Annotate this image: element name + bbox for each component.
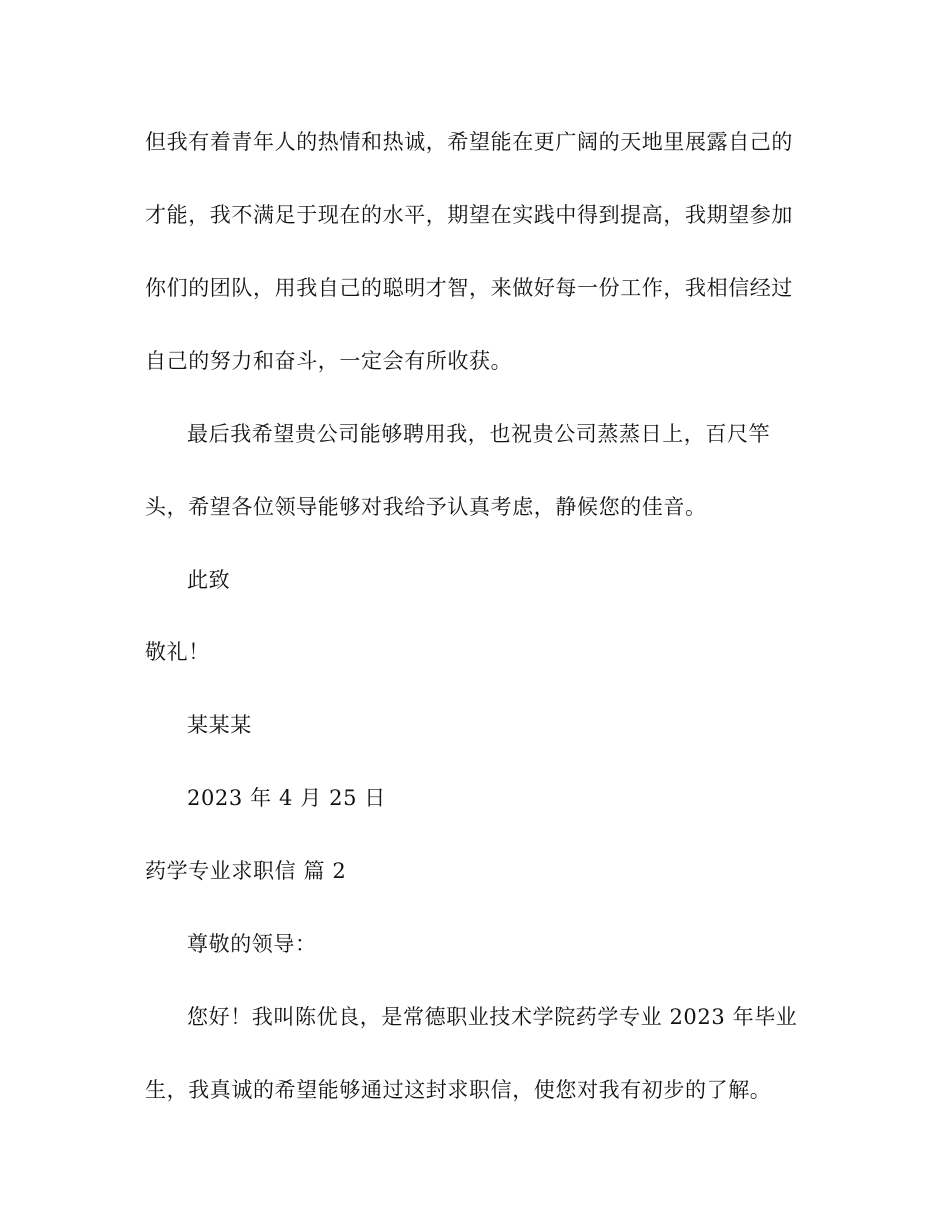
- closing-salute: 敬礼！: [145, 640, 210, 664]
- body-text-line: 最后我希望贵公司能够聘用我，也祝贵公司蒸蒸日上，百尺竿: [187, 422, 771, 446]
- closing-line: 此致: [187, 568, 231, 592]
- date: 2023 年 4 月 25 日: [187, 786, 386, 810]
- section-heading: 药学专业求职信 篇 2: [145, 859, 347, 883]
- body-text-line: 你们的团队，用我自己的聪明才智，来做好每一份工作，我相信经过: [145, 276, 793, 300]
- body-text-line: 自己的努力和奋斗，一定会有所收获。: [145, 349, 513, 373]
- body-text-line: 您好！我叫陈优良，是常德职业技术学院药学专业 2023 年毕业: [187, 1005, 798, 1029]
- signature: 某某某: [187, 713, 252, 737]
- salutation: 尊敬的领导：: [187, 932, 317, 956]
- body-text-line: 头，希望各位领导能够对我给予认真考虑，静候您的佳音。: [145, 495, 707, 519]
- body-text-line: 生，我真诚的希望能够通过这封求职信，使您对我有初步的了解。: [145, 1078, 772, 1102]
- body-text-line: 但我有着青年人的热情和热诚，希望能在更广阔的天地里展露自己的: [145, 130, 793, 154]
- body-text-line: 才能，我不满足于现在的水平，期望在实践中得到提高，我期望参加: [145, 203, 793, 227]
